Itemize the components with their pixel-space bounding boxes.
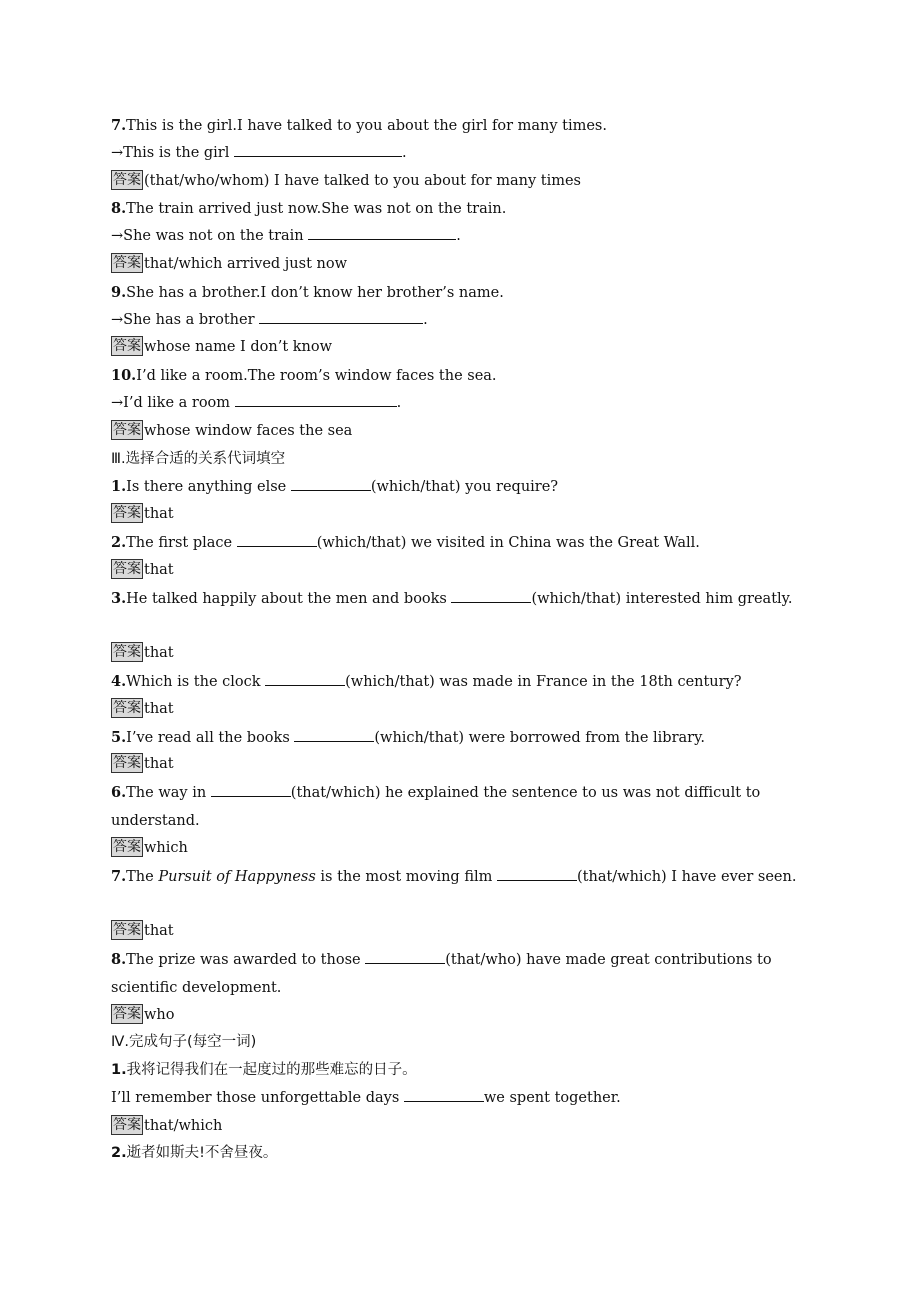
question-text-before: Is there anything else bbox=[126, 479, 291, 496]
question-text-before: He talked happily about the men and books bbox=[126, 590, 452, 607]
section-heading: Ⅳ.完成句子(每空一词) bbox=[111, 1034, 257, 1051]
answer-line bbox=[111, 168, 806, 196]
question-line bbox=[111, 112, 806, 140]
question-text-after: we spent together. bbox=[483, 1089, 621, 1106]
question-text-before: The prize was awarded to those bbox=[126, 951, 366, 968]
answer-line bbox=[111, 751, 806, 779]
answer-blank[interactable] bbox=[211, 782, 291, 797]
question-number: 7. bbox=[111, 117, 127, 134]
question-number: 2. bbox=[111, 1145, 127, 1162]
answer-text: that bbox=[144, 923, 174, 940]
rewrite-prefix: →I’d like a room bbox=[111, 394, 235, 411]
answer-badge: 答案 bbox=[113, 699, 141, 716]
answer-badge: 答案 bbox=[113, 254, 141, 271]
question-number: 1. bbox=[111, 478, 127, 496]
question-text-before: I’ve read all the books bbox=[126, 729, 295, 746]
answer-badge: 答案 bbox=[113, 560, 141, 577]
answer-blank[interactable] bbox=[308, 225, 456, 240]
answer-text: that bbox=[144, 700, 174, 717]
answer-text: that/which arrived just now bbox=[144, 255, 347, 272]
answer-blank[interactable] bbox=[291, 476, 371, 491]
question-line bbox=[111, 863, 806, 919]
question-line bbox=[111, 668, 806, 696]
answer-line bbox=[111, 557, 806, 585]
question-text-middle: is the most moving film bbox=[315, 868, 497, 885]
answer-line bbox=[111, 501, 806, 529]
question-number: 7. bbox=[111, 867, 127, 885]
question-number: 8. bbox=[111, 200, 127, 218]
answer-line bbox=[111, 640, 806, 668]
answer-blank[interactable] bbox=[237, 532, 317, 547]
question-text-before: The first place bbox=[126, 534, 237, 551]
question-line bbox=[111, 585, 806, 641]
question-line bbox=[111, 724, 806, 752]
rewrite-line bbox=[111, 140, 806, 168]
question-line bbox=[111, 1085, 806, 1113]
question-text-after: (which/that) we visited in China was the Great Wall. bbox=[316, 534, 700, 551]
answer-text: who bbox=[144, 1006, 175, 1023]
answer-text: that/which bbox=[144, 1117, 223, 1134]
rewrite-prefix: →She has a brother bbox=[111, 311, 260, 328]
answer-blank[interactable] bbox=[259, 309, 423, 324]
question-line bbox=[111, 362, 806, 390]
question-number: 3. bbox=[111, 589, 127, 607]
question-text-after: (which/that) interested him greatly. bbox=[531, 590, 793, 607]
section-heading: Ⅲ.选择合适的关系代词填空 bbox=[111, 450, 286, 467]
question-number: 4. bbox=[111, 672, 127, 690]
rewrite-suffix: . bbox=[396, 394, 402, 411]
rewrite-suffix: . bbox=[456, 228, 461, 245]
question-line bbox=[111, 529, 806, 557]
rewrite-prefix: →This is the girl bbox=[111, 144, 234, 161]
answer-badge: 答案 bbox=[113, 1116, 141, 1133]
answer-line bbox=[111, 334, 806, 362]
question-text-after: (which/that) you require? bbox=[370, 479, 559, 496]
answer-text: which bbox=[144, 839, 188, 856]
answer-line bbox=[111, 918, 806, 946]
rewrite-line bbox=[111, 390, 806, 418]
question-text-after: (that/which) he explained the sentence to us was not difficult to understand. bbox=[111, 785, 761, 829]
question-text-before: I’ll remember those unforgettable days bbox=[111, 1089, 404, 1106]
question-text-after: (that/which) I have ever seen. bbox=[577, 868, 797, 885]
rewrite-line bbox=[111, 223, 806, 251]
question-number: 10. bbox=[111, 367, 137, 385]
question-text-after: (which/that) were borrowed from the library. bbox=[374, 729, 705, 746]
question-text: The train arrived just now.She was not on the train. bbox=[126, 201, 507, 218]
answer-badge: 答案 bbox=[113, 338, 141, 355]
answer-blank[interactable] bbox=[497, 866, 577, 881]
rewrite-suffix: . bbox=[402, 144, 407, 161]
answer-badge: 答案 bbox=[113, 922, 141, 939]
film-title: Pursuit of Happyness bbox=[158, 868, 316, 885]
question-text: This is the girl.I have talked to you about the girl for many times. bbox=[126, 118, 607, 134]
rewrite-line bbox=[111, 307, 806, 335]
answer-line bbox=[111, 418, 806, 446]
question-line bbox=[111, 1140, 806, 1168]
answer-badge: 答案 bbox=[113, 755, 141, 772]
answer-text: that bbox=[144, 561, 174, 578]
answer-badge: 答案 bbox=[113, 838, 141, 855]
answer-badge: 答案 bbox=[113, 644, 141, 661]
answer-text: that bbox=[144, 756, 174, 773]
question-number: 8. bbox=[111, 950, 127, 968]
answer-text: that bbox=[144, 506, 174, 523]
question-number: 2. bbox=[111, 533, 127, 551]
question-text: She has a brother.I don’t know her brother’s name. bbox=[126, 284, 504, 301]
answer-badge: 答案 bbox=[113, 421, 141, 438]
answer-line bbox=[111, 835, 806, 863]
answer-badge: 答案 bbox=[113, 505, 141, 522]
question-number: 9. bbox=[111, 283, 127, 301]
question-line bbox=[111, 1057, 806, 1085]
question-text: I’d like a room.The room’s window faces the sea. bbox=[136, 368, 497, 385]
question-number: 6. bbox=[111, 784, 127, 802]
answer-line bbox=[111, 1113, 806, 1141]
question-line bbox=[111, 279, 806, 307]
question-line bbox=[111, 946, 806, 1002]
rewrite-prefix: →She was not on the train bbox=[111, 228, 309, 245]
answer-blank[interactable] bbox=[294, 727, 374, 742]
question-text-after: (that/who) have made great contributions to scientific development. bbox=[111, 951, 772, 996]
answer-blank[interactable] bbox=[404, 1087, 484, 1102]
question-line bbox=[111, 473, 806, 501]
question-number: 1. bbox=[111, 1062, 127, 1079]
question-line bbox=[111, 195, 806, 223]
answer-text: (that/who/whom) I have talked to you about for many times bbox=[144, 172, 581, 189]
answer-badge: 答案 bbox=[113, 171, 141, 188]
chinese-sentence: 我将记得我们在一起度过的那些难忘的日子。 bbox=[126, 1062, 417, 1079]
question-text-before: Which is the clock bbox=[126, 673, 266, 690]
answer-text: whose name I don’t know bbox=[144, 339, 333, 356]
question-line bbox=[111, 779, 806, 835]
answer-line bbox=[111, 251, 806, 279]
question-text-before: The bbox=[126, 868, 159, 885]
answer-line bbox=[111, 696, 806, 724]
answer-blank[interactable] bbox=[234, 142, 402, 157]
answer-blank[interactable] bbox=[265, 671, 345, 686]
answer-blank[interactable] bbox=[365, 949, 445, 964]
question-text-after: (which/that) was made in France in the 18th century? bbox=[345, 673, 742, 690]
rewrite-suffix: . bbox=[423, 311, 428, 328]
answer-line bbox=[111, 1002, 806, 1030]
answer-blank[interactable] bbox=[235, 392, 397, 407]
chinese-sentence: 逝者如斯夫!不舍昼夜。 bbox=[126, 1145, 278, 1162]
answer-badge: 答案 bbox=[113, 1005, 141, 1022]
answer-text: whose window faces the sea bbox=[144, 422, 353, 439]
question-text-before: The way in bbox=[126, 785, 211, 802]
question-number: 5. bbox=[111, 728, 127, 746]
worksheet-page bbox=[111, 112, 806, 1168]
answer-blank[interactable] bbox=[451, 588, 531, 603]
answer-text: that bbox=[144, 645, 174, 662]
